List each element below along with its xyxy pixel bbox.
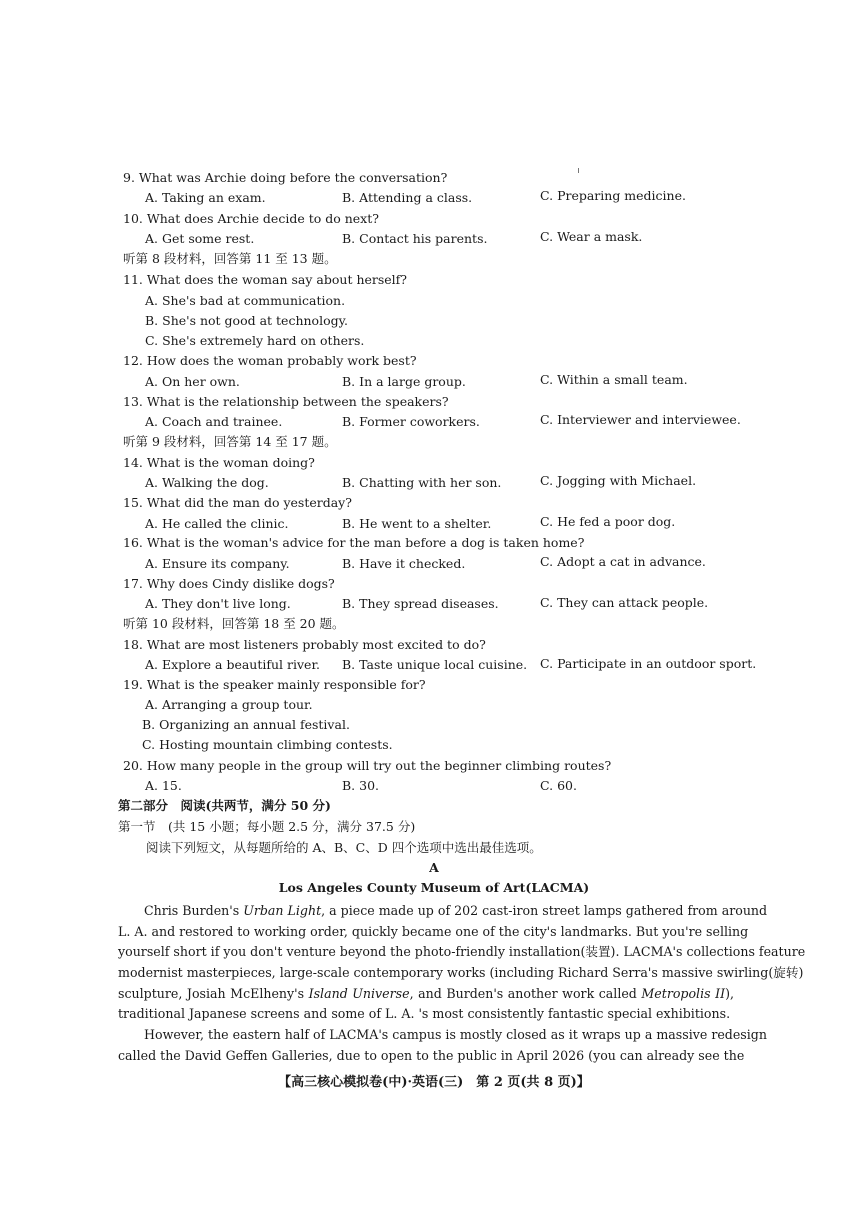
question-13-stem: 13. What is the relationship between the speakers? <box>123 394 449 409</box>
question-17-option-b: B. They spread diseases. <box>342 596 499 611</box>
question-15-stem: 15. What did the man do yesterday? <box>123 495 352 510</box>
question-9-option-c: C. Preparing medicine. <box>540 188 686 203</box>
p1-l1-text-b: , a piece made up of 202 cast-iron street lamps gathered from around <box>321 903 768 918</box>
paragraph-1-line-2: L. A. and restored to working order, quickly became one of the city's landmarks. But you're selling <box>118 923 749 939</box>
question-16-stem: 16. What is the woman's advice for the man before a dog is taken home? <box>123 535 585 550</box>
material-10-instruction: 听第 10 段材料，回答第 18 至 20 题。 <box>123 616 345 631</box>
question-10-option-c: C. Wear a mask. <box>540 229 643 244</box>
passage-title: Los Angeles County Museum of Art(LACMA) <box>278 880 590 895</box>
question-9-option-a: A. Taking an exam. <box>145 190 266 205</box>
passage-paragraph-1 <box>118 901 806 1025</box>
question-17-option-c: C. They can attack people. <box>540 595 709 610</box>
paragraph-2-line-1: However, the eastern half of LACMA's campus is mostly closed as it wraps up a massive redesign <box>144 1027 767 1042</box>
question-18-option-b: B. Taste unique local cuisine. <box>342 657 528 672</box>
question-13-option-c: C. Interviewer and interviewee. <box>540 412 741 427</box>
island-universe-title: Island Universe <box>308 985 410 1001</box>
passage-letter: A <box>429 860 439 875</box>
question-9-option-b: B. Attending a class. <box>342 190 473 205</box>
question-9-stem: 9. What was Archie doing before the conversation? <box>123 170 448 185</box>
question-10-option-a: A. Get some rest. <box>145 231 255 246</box>
question-12-stem: 12. How does the woman probably work best? <box>123 353 417 368</box>
question-10-stem: 10. What does Archie decide to do next? <box>123 211 379 226</box>
question-14-option-a: A. Walking the dog. <box>145 475 269 490</box>
question-13-option-a: A. Coach and trainee. <box>145 414 283 429</box>
page-footer: 【高三核心模拟卷(中)·英语(三) 第 2 页(共 8 页)】 <box>278 1075 590 1090</box>
question-11-option-c: C. She's extremely hard on others. <box>145 333 365 348</box>
material-9-instruction: 听第 9 段材料，回答第 14 至 17 题。 <box>123 434 337 449</box>
question-16-option-a: A. Ensure its company. <box>145 556 290 571</box>
question-17-stem: 17. Why does Cindy dislike dogs? <box>123 576 335 591</box>
question-14-option-b: B. Chatting with her son. <box>342 475 502 490</box>
question-13-option-b: B. Former coworkers. <box>342 414 480 429</box>
urban-light-title: Urban Light <box>243 903 322 918</box>
question-19-option-c: C. Hosting mountain climbing contests. <box>142 737 393 752</box>
paragraph-1-line-5 <box>118 984 734 1005</box>
question-15-option-b: B. He went to a shelter. <box>342 516 492 531</box>
scan-mark <box>578 168 579 173</box>
p1-l5-text: sculpture, Josiah McElheny's <box>118 985 309 1001</box>
p1-l1-text: Chris Burden's <box>144 903 244 918</box>
question-16-option-c: C. Adopt a cat in advance. <box>540 554 706 569</box>
question-11-option-b: B. She's not good at technology. <box>145 313 348 328</box>
question-12-option-a: A. On her own. <box>145 374 240 389</box>
part-two-title: 第二部分 阅读(共两节，满分 50 分) <box>118 798 331 813</box>
question-20-option-c: C. 60. <box>540 778 577 793</box>
question-11-option-a: A. She's bad at communication. <box>145 293 346 308</box>
paragraph-1-line-1 <box>118 901 768 922</box>
question-20-option-b: B. 30. <box>342 778 380 793</box>
reading-instruction: 阅读下列短文，从每题所给的 A、B、C、D 四个选项中选出最佳选项。 <box>146 840 542 855</box>
question-12-option-b: B. In a large group. <box>342 374 466 389</box>
paragraph-2-line-2: called the David Geffen Galleries, due to open to the public in April 2026 (you can already see the <box>118 1047 745 1063</box>
question-14-option-c: C. Jogging with Michael. <box>540 473 697 488</box>
metropolis-title: Metropolis II <box>641 985 726 1001</box>
question-20-option-a: A. 15. <box>145 778 182 793</box>
section-one-title: 第一节 (共 15 小题；每小题 2.5 分，满分 37.5 分) <box>118 819 416 834</box>
paragraph-1-line-4: modernist masterpieces, large-scale contemporary works (including Richard Serra's massive swirling(旋转) <box>118 965 804 981</box>
question-14-stem: 14. What is the woman doing? <box>123 455 315 470</box>
question-10-option-b: B. Contact his parents. <box>342 231 488 246</box>
question-19-option-a: A. Arranging a group tour. <box>145 697 313 712</box>
paragraph-1-line-3: yourself short if you don't venture beyond the photo-friendly installation(装置). LACMA's collections feature <box>118 944 806 960</box>
question-19-option-b: B. Organizing an annual festival. <box>142 717 350 732</box>
p1-l5-text-c: ), <box>725 985 734 1001</box>
passage-paragraph-2 <box>118 1025 767 1066</box>
question-16-option-b: B. Have it checked. <box>342 556 466 571</box>
question-18-stem: 18. What are most listeners probably most excited to do? <box>123 637 486 652</box>
question-12-option-c: C. Within a small team. <box>540 372 688 387</box>
question-15-option-c: C. He fed a poor dog. <box>540 514 676 529</box>
p1-l5-text-b: , and Burden's another work called <box>409 985 642 1001</box>
question-19-stem: 19. What is the speaker mainly responsible for? <box>123 677 426 692</box>
question-18-option-c: C. Participate in an outdoor sport. <box>540 656 757 671</box>
question-18-option-a: A. Explore a beautiful river. <box>145 657 321 672</box>
paragraph-1-line-6: traditional Japanese screens and some of L. A. 's most consistently fantastic special exhibitions. <box>118 1006 731 1022</box>
question-11-stem: 11. What does the woman say about herself? <box>123 272 408 287</box>
question-15-option-a: A. He called the clinic. <box>145 516 289 531</box>
question-17-option-a: A. They don't live long. <box>145 596 291 611</box>
material-8-instruction: 听第 8 段材料，回答第 11 至 13 题。 <box>123 251 337 266</box>
question-20-stem: 20. How many people in the group will try out the beginner climbing routes? <box>123 758 612 773</box>
